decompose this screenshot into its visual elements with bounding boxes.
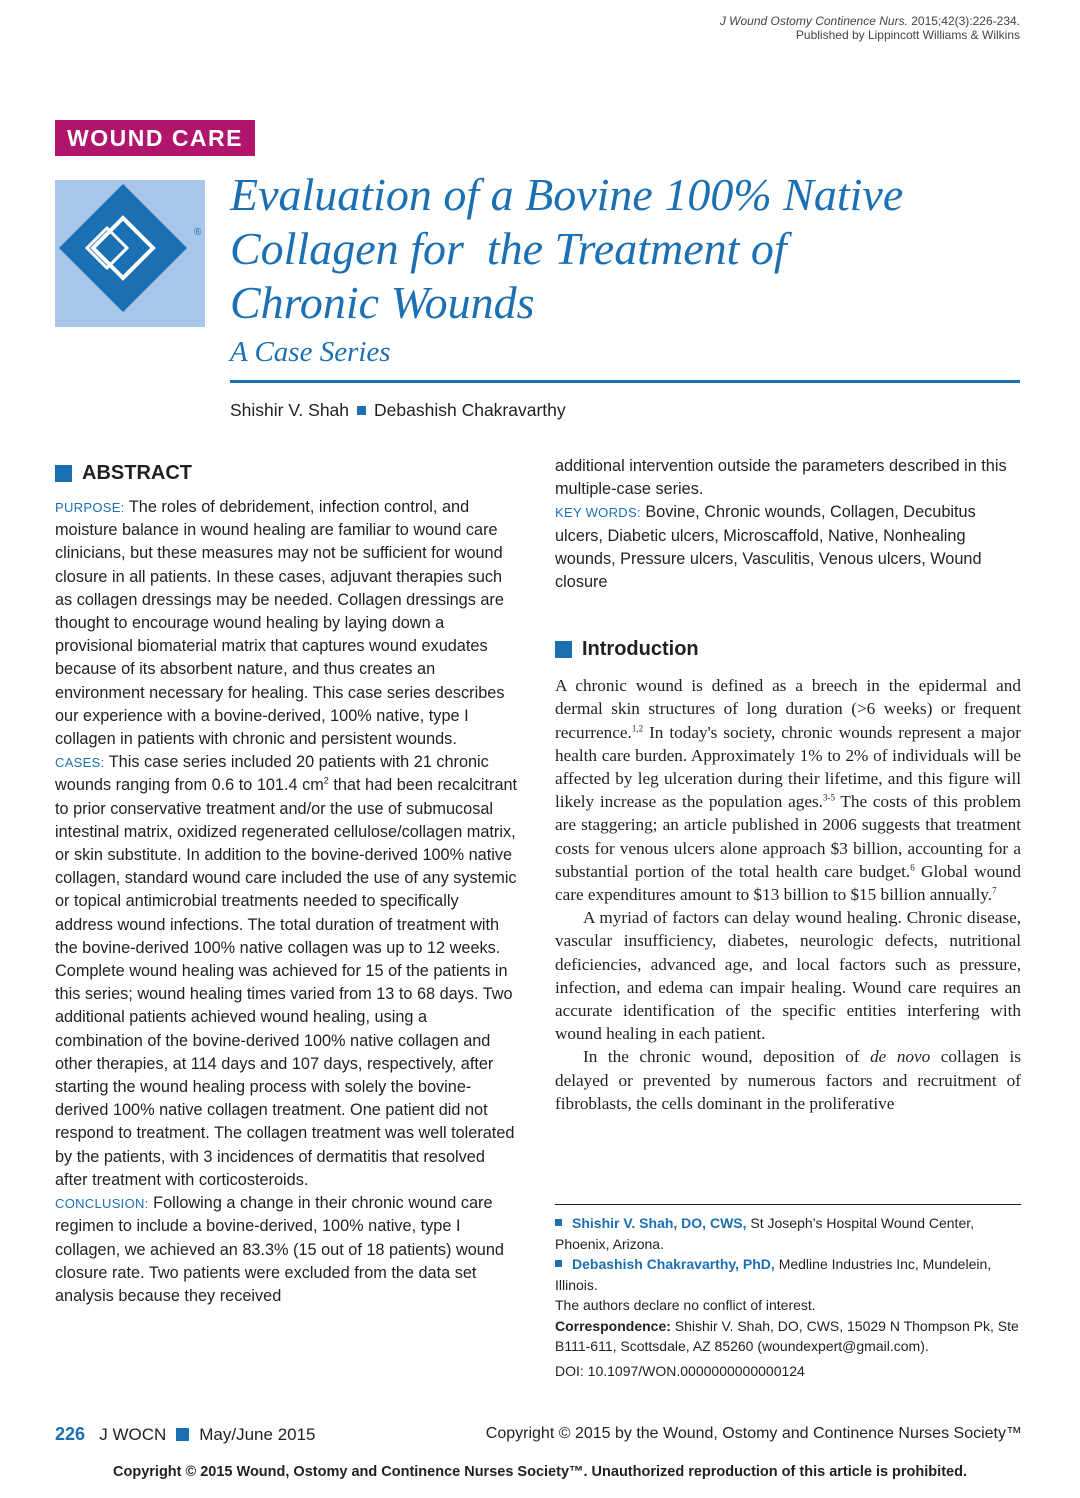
page-number: 226 — [55, 1424, 86, 1444]
bullet-square-icon — [555, 1260, 562, 1267]
title-line-2: Collagen for the Treatment of — [230, 223, 787, 274]
intro-paragraph-2: A myriad of factors can delay wound healing. Chronic disease, vascular insufficiency, diabetes, neurologic defects, nutritional deficiencies, advanced age, and local factors such as pressure, infection, and edema can impair healing. Wound care requires an accurate identification of the specific entities interfering with wound healing in each patient. — [555, 908, 1021, 1044]
intro-paragraph-3: In the chronic wound, deposition of de novo collagen is delayed or prevented by numerous factors and recruitment of fibroblasts, the cells dominant in the proliferative — [555, 1047, 1021, 1113]
cases-label: CASES: — [55, 755, 105, 771]
abstract-conclusion: CONCLUSION: Following a change in their chronic wound care regimen to include a bovine-derived, 100% native, type I collagen, we achieved an 83.3% (15 out of 18 patients) wound closure rate. Two patients were excluded from the data set analysis because they received — [55, 1194, 504, 1305]
diamond-logo-icon — [55, 180, 205, 327]
conflict-statement: The authors declare no conflict of interest. — [555, 1297, 816, 1313]
affiliations — [555, 1204, 1021, 1381]
introduction-heading: Introduction — [555, 634, 1021, 664]
journal-name: J Wound Ostomy Continence Nurs. — [719, 14, 908, 28]
author-2: Debashish Chakravarthy — [374, 400, 566, 420]
affiliation-1: Shishir V. Shah, DO, CWS, St Joseph’s Hospital Wound Center, Phoenix, Arizona. — [555, 1215, 975, 1252]
article-title — [230, 168, 1020, 330]
article-subtitle: A Case Series — [230, 336, 391, 368]
separator-square-icon — [357, 406, 366, 415]
affiliation-2: Debashish Chakravarthy, PhD, Medline Industries Inc, Mundelein, Illinois. — [555, 1256, 992, 1293]
abstract-body — [55, 496, 519, 1308]
footer-journal: J WOCN — [99, 1425, 167, 1444]
doi: DOI: 10.1097/WON.0000000000000124 — [555, 1362, 805, 1379]
title-rule — [230, 380, 1020, 383]
abstract-heading: ABSTRACT — [55, 458, 519, 488]
section-tag: WOUND CARE — [55, 120, 255, 156]
abstract-purpose: PURPOSE: The roles of debridement, infection control, and moisture balance in wound healing are familiar to wound care clinicians, but these measures may not be sufficient for wound closure in all patients. In these cases, adjuvant therapies such as collagen dressings may be needed. Collagen dressings are thought to encourage wound healing by laying down a provisional biomaterial matrix that captures wound exudates because of its absorbent nature, and thus creates an environment necessary for healing. This case series describes our experience with a bovine-derived, 100% native, type I collagen in patients with chronic and persistent wounds. — [55, 498, 505, 749]
abstract-continued: additional intervention outside the parameters described in this multiple-case series. KEY WORDS: Bovine, Chronic wounds, Collagen, Decubitus ulcers, Diabetic ulcers, Microscaffold, Native, Nonhealing wounds, Pressure ulcers, Vasculitis, Venous ulcers, Wound closure — [555, 455, 1021, 594]
correspondence: Correspondence: Shishir V. Shah, DO, CWS, 15029 N Thompson Pk, Ste B111-611, Scottsdale, AZ 85260 (woundexpert@gmail.com). — [555, 1317, 1019, 1354]
title-line-3: Chronic Wounds — [230, 277, 535, 328]
bullet-square-icon — [555, 1219, 562, 1226]
page-footer-left — [55, 1423, 316, 1446]
footer-issue: May/June 2015 — [199, 1425, 316, 1444]
heading-square-icon — [55, 465, 72, 482]
keywords: KEY WORDS: Bovine, Chronic wounds, Collagen, Decubitus ulcers, Diabetic ulcers, Microscaffold, Native, Nonhealing wounds, Pressure ulcers, Vasculitis, Venous ulcers, Wound closure — [555, 503, 982, 592]
introduction-body — [555, 674, 1021, 1115]
publisher: Published by Lippincott Williams & Wilkins — [795, 28, 1020, 42]
title-line-1: Evaluation of a Bovine 100% Native — [230, 169, 904, 220]
author-1: Shishir V. Shah — [230, 400, 350, 420]
registered-mark: ® — [194, 227, 202, 238]
conclusion-label: CONCLUSION: — [55, 1196, 149, 1212]
journal-volume: 2015;42(3):226-234. — [911, 14, 1020, 28]
abstract-cases: CASES: This case series included 20 patients with 21 chronic wounds ranging from 0.6 to 101.4 $cm^2$ that had been recalcitrant to prior conservative treatment and/or the use of submucosal intestinal matrix, oxidized regenerated cellulose/collagen matrix, or skin substitute. In addition to the bovine-derived 100% native collagen, standard wound care included the use of any systemic or topical antimicrobial treatments needed to specifically address wound infections. The total duration of treatment with the bovine-derived 100% native collagen was up to 12 weeks. Complete wound healing was achieved for 15 of the patients in this series; wound healing times varied from 13 to 68 days. Two additional patients achieved wound healing, using a combination of the bovine-derived 100% native collagen and other therapies, at 114 days and 107 days, respectively, after starting the wound healing process with solely the bovine-derived 100% native collagen treatment. One patient did not respond to treatment. The collagen treatment was well tolerated by the patients, with 3 incidences of dermatitis that resolved after treatment with corticosteroids. — [55, 753, 518, 1189]
abstract-column — [55, 458, 519, 1308]
intro-paragraph-1: A chronic wound is defined as a breech in the epidermal and dermal skin structures of long duration (>6 weeks) or frequent recurrence.$^{1,2}$ In today's society, chronic wounds represent a major health care burden. Approximately 1% to 2% of individuals will be affected by leg ulceration during their lifetime, and this figure will likely increase as the population ages.$^{3-5}$ The costs of this problem are staggering; an article published in 2006 suggests that treatment costs for venous ulcers alone approach $3 billion, accounting for a substantial portion of the total health care budget.$^6$ Global wound care expenditures amount to $13 billion to $15 billion annually.$^7$ — [555, 676, 1022, 905]
footer-copyright: Copyright © 2015 by the Wound, Ostomy and Continence Nurses Society™ — [485, 1425, 1022, 1442]
purpose-label: PURPOSE: — [55, 500, 125, 515]
keywords-label: KEY WORDS: — [555, 505, 641, 521]
right-column — [555, 455, 1021, 1115]
reproduction-notice: Copyright © 2015 Wound, Ostomy and Continence Nurses Society™. Unauthorized reproduction of this article is prohibited. — [113, 1464, 967, 1480]
journal-logo — [55, 180, 205, 327]
heading-square-icon — [555, 641, 572, 658]
author-list — [230, 398, 566, 422]
citation — [720, 14, 1020, 42]
separator-square-icon — [176, 1428, 189, 1441]
